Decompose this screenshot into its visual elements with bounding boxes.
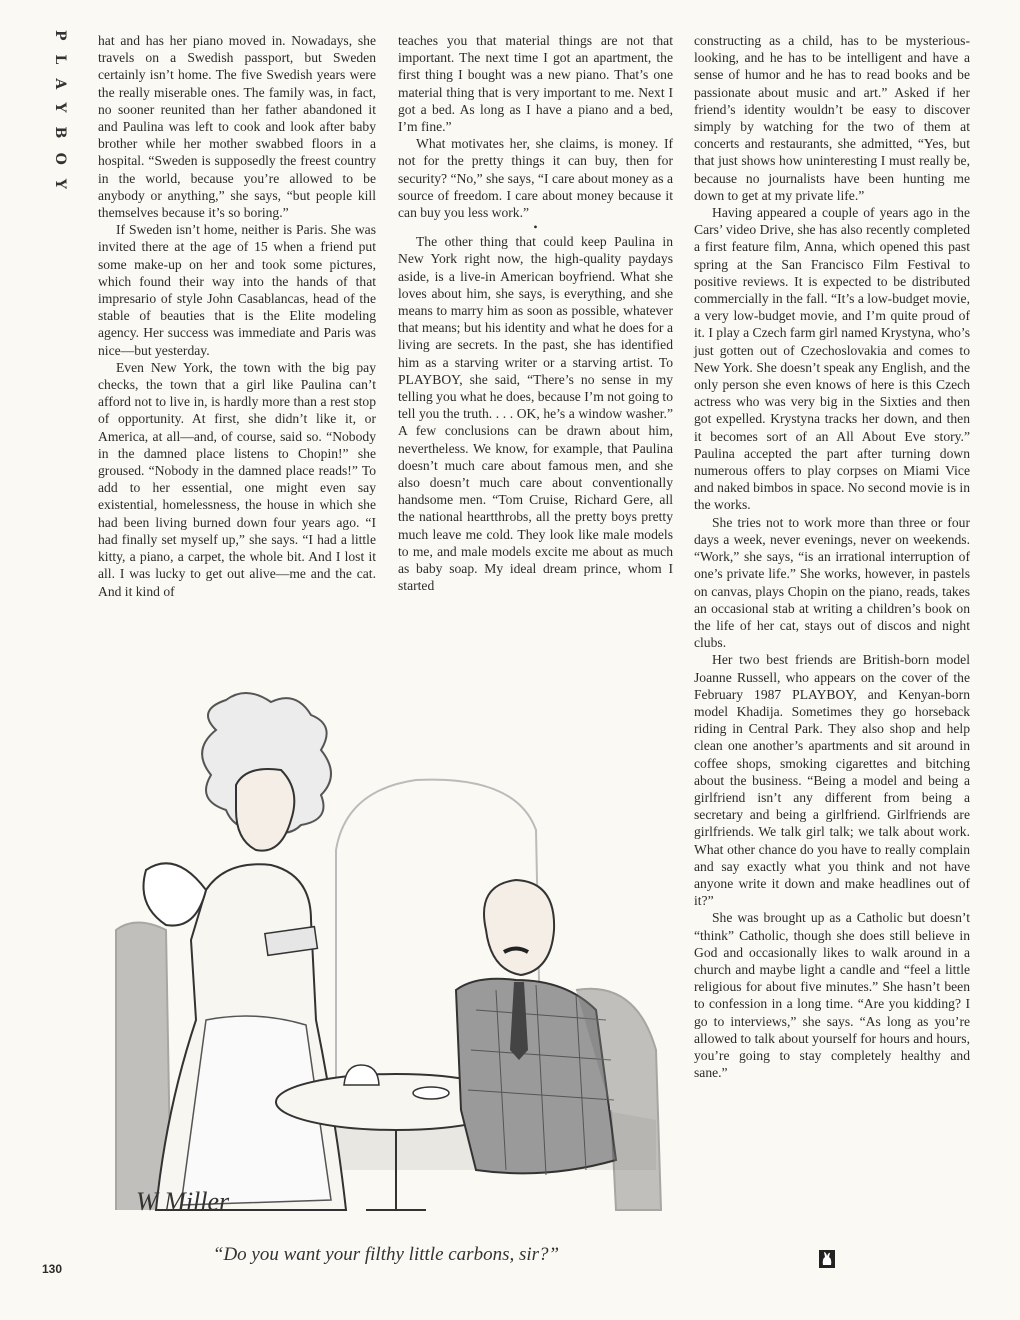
waitress-sleeve bbox=[144, 863, 207, 925]
section-separator: • bbox=[533, 220, 538, 235]
page-number: 130 bbox=[42, 1262, 63, 1276]
paragraph: She tries not to work more than three or four days a week, never evenings, never on weekends. “Work,” she says, “is an irrational interruption of one’s private life.” She works, however, in pastels on canvas, plays Chopin on the piano, reads, takes an occasional stab at writing a children’s book on the life of her cat, stays out of discos and night clubs. bbox=[694, 514, 970, 651]
article-column-2 bbox=[398, 32, 673, 595]
cartoon-illustration bbox=[96, 690, 676, 1240]
paragraph: Her two best friends are British-born model Joanne Russell, who appears on the cover of the February 1987 PLAYBOY, and Kenyan-born model Khadija. Sometimes they go horseback riding in Central Park. They also shop and help clean one another’s apartments and sit around in coffee shops, smoking cigarettes and bitching about the business. “Being a model and being a girlfriend isn’t any different from being a secretary and being a girlfriend. Girlfriends are girlfriends. We talk girl talk; we talk about work. What other chance do you have to really complain and say exactly what you think and not have anyone write it down and make headlines out of it?” bbox=[694, 652, 970, 909]
magazine-name-vertical bbox=[52, 30, 72, 203]
paragraph: She was brought up as a Catholic but doesn’t “think” Catholic, though she does still believe in God and occasionally likes to walk around in a church and maybe light a candle and “feel a little religious for about five minutes.” She hasn’t been to confession in a long time. “Are you kidding? I go to interviews,” she says. “As long as you’re allowed to talk about yourself for hours and hours, you’re going to stay completely healthy and sane.” bbox=[694, 910, 970, 1081]
paragraph: If Sweden isn’t home, neither is Paris. She was invited there at the age of 15 when a friend put some make-up on her and took some pictures, which found their way into the hands of that impresario of style John Casablancas, head of the stable of beauties that is the Elite modeling agency. Her success was immediate and Paris was nice—but yesterday. bbox=[98, 222, 376, 358]
cartoonist-signature: W Miller bbox=[136, 1187, 230, 1216]
paragraph: What motivates her, she claims, is money. If not for the pretty things it can buy, then for security? “No,” she says, “I care about money as a source of freedom. I care about money because it can buy you less work.” bbox=[398, 136, 673, 221]
paragraph: Even New York, the town with the big pay checks, the town that a girl like Paulina can’t afford not to live in, is hardly more than a rest stop of opportunity. At first, she didn’t like it, or America, at all—and, of course, said so. “Nobody in the damned place listens to Chopin!” she groused. “Nobody in the damned place reads!” To add to her essential, one might even say existential, homelessness, the house in which she had been living burned down four years ago. “I had finally set myself up,” she says. “I had a little kitty, a piano, a carpet, the whole bit. And I lost it all. I was lucky to get out alive—me and the cat. And it kind of bbox=[98, 359, 376, 599]
magazine-name: PLAYBOY bbox=[52, 30, 68, 203]
rabbit-head-icon bbox=[819, 1250, 835, 1268]
paragraph: teaches you that material things are not that important. The next time I got an apartment, the first thing I bought was a new piano. That’s one material thing that is very important to me. Next I got a bed. As long as I have a piano and a bed, I’m fine.” bbox=[398, 33, 673, 135]
paragraph: The other thing that could keep Paulina in New York right now, the high-quality paydays aside, is a live-in American boyfriend. What she loves about him, she says, is everything, and she means to marry him as soon as possible, whatever that means; but his identity and what he does for a living are secrets. In the past, she has identified him as a starving writer or a starving artist. To PLAYBOY, she said, “There’s no sense in my telling you what he does, because I’m not going to tell you the truth. . . . OK, he’s a window washer.” A few conclusions can be drawn about him, nevertheless. We know, for example, that Paulina doesn’t much care about famous men, and she also doesn’t much care about conventionally handsome men. “Tom Cruise, Richard Gere, all the national heartthrobs, all the pretty boys pretty much leave me cold. They look like male models to me, and male models excite me about as much as baby soap. My ideal dream prince, whom I started bbox=[398, 234, 673, 594]
teapot bbox=[344, 1065, 379, 1085]
article-column-1 bbox=[98, 32, 376, 600]
man-head bbox=[484, 880, 554, 975]
paragraph: Having appeared a couple of years ago in the Cars’ video Drive, she has also recently completed a first feature film, Anna, which opened this past spring at the San Francisco Film Festival to positive reviews. It is expected to be distributed commercially in the fall. “It’s a low-budget movie, a very low-budget movie, and I’m quite proud of it. I play a Czech farm girl named Krystyna, who’s just gotten out of Czechoslovakia and comes to New York. She doesn’t speak any English, and the only person she even knows of here is this Czech actress who was very big in the Sixties and then got expelled. Krystyna tracks her down, and then it becomes sort of an All About Eve story.” Paulina accepted the part after turning down numerous offers to play corpses on Miami Vice and naked bimbos in space. No second movie is in the works. bbox=[694, 205, 970, 513]
article-column-3 bbox=[694, 32, 970, 1081]
teacup bbox=[413, 1087, 449, 1099]
cartoon-caption: “Do you want your filthy little carbons, sir?” bbox=[212, 1244, 560, 1265]
waitress-face bbox=[236, 769, 294, 851]
paragraph: hat and has her piano moved in. Nowadays, she travels on a Swedish passport, but Sweden certainly isn’t home. The five Swedish years were the really miserable ones. The family was, in fact, no sooner reunited than her father abandoned it and Paulina was left to cook and look after baby brother while her mother swabbed floors in a hospital. “Sweden is supposedly the freest country in the world, because you’re allowed to be anybody or anything,” she says, “but people kill themselves because it’s so boring.” bbox=[98, 33, 376, 221]
paragraph: constructing as a child, has to be mysterious-looking, and he has to be intelligent and have a sense of humor and he has to read books and be passionate about music and art.” Asked if her friend’s identity wouldn’t be easy to discover simply by watching for the two of them at concerts and restaurants, she admitted, “Yes, but that just shows how uninteresting I must really be, because no journalists have been hunting me down to get at my private life.” bbox=[694, 33, 970, 203]
